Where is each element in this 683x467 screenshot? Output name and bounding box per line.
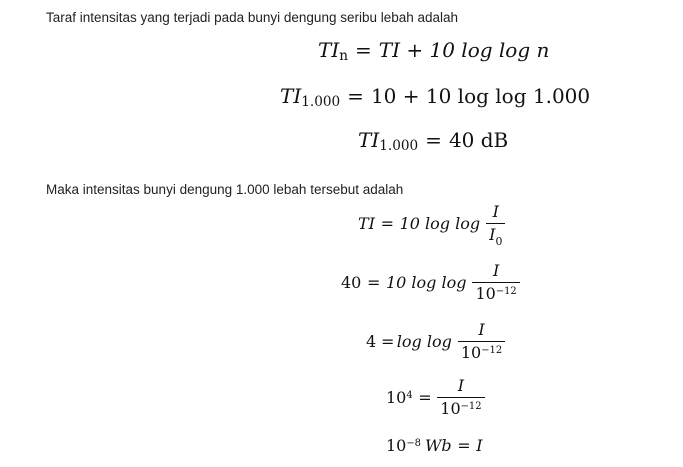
eq4-denominator: $I_0$	[489, 224, 503, 248]
conclusion-paragraph: Maka intensitas bunyi dengung 1.000 lebah tersebut adalah	[46, 182, 404, 197]
equation-ti-n	[318, 38, 550, 65]
eq6-denominator: $10^{-12}$	[460, 342, 503, 362]
eq7-fraction	[437, 378, 484, 418]
eq3-equals: =	[425, 128, 442, 152]
eq5-fraction	[472, 263, 519, 303]
equation-result-intensity	[386, 436, 483, 455]
eq7-numerator: I	[457, 376, 465, 395]
eq6-numerator: I	[478, 320, 485, 339]
eq3-lhs-sub: 1.000	[379, 138, 419, 155]
eq6-equals: =	[380, 332, 395, 352]
eq8-rhs: I	[476, 436, 483, 455]
eq7-equals: =	[418, 388, 432, 408]
eq4-lhs: TI	[358, 214, 375, 234]
eq1-lhs-sub: n	[339, 48, 349, 65]
eq2-equals: =	[347, 84, 364, 108]
equation-ti-1000-expanded	[280, 84, 591, 111]
eq4-fraction	[486, 202, 505, 248]
eq5-denominator: $10^{-12}$	[475, 283, 517, 303]
eq1-lhs: TI	[318, 38, 340, 62]
equation-ti-1000-result	[358, 128, 509, 155]
eq1-equals: =	[355, 38, 372, 62]
eq8-unit: Wb	[424, 436, 452, 455]
eq1-rhs: TI + 10 log log n	[378, 38, 550, 62]
eq4-coef: 10 log log	[399, 214, 481, 234]
eq3-rhs: 40 dB	[448, 128, 509, 152]
eq5-coef: 10 log log	[385, 273, 467, 293]
eq2-rhs: 10 + 10 log log 1.000	[370, 84, 591, 108]
eq5-lhs: 40	[341, 273, 362, 293]
equation-40	[341, 263, 520, 303]
equation-10-pow-4	[386, 378, 485, 418]
eq6-fraction	[458, 322, 505, 362]
eq7-lhs: $10^4$	[386, 388, 413, 408]
eq6-lhs: 4	[366, 332, 377, 352]
eq2-lhs: TI	[280, 84, 302, 108]
intro-paragraph: Taraf intensitas yang terjadi pada bunyi dengung seribu lebah adalah	[46, 10, 459, 25]
equation-4	[366, 322, 505, 362]
eq8-equals: =	[457, 436, 471, 455]
eq4-numerator: I	[492, 202, 499, 221]
eq7-denominator: $10^{-12}$	[440, 398, 482, 418]
eq2-lhs-sub: 1.000	[301, 94, 341, 111]
eq8-lhs-value: $10^{-8}$	[386, 436, 421, 455]
eq4-equals: =	[380, 214, 394, 234]
eq5-numerator: I	[492, 261, 500, 280]
eq5-equals: =	[366, 273, 381, 293]
eq6-coef: log log	[396, 332, 452, 352]
equation-ti-log-ratio	[358, 202, 505, 248]
eq3-lhs: TI	[358, 128, 380, 152]
